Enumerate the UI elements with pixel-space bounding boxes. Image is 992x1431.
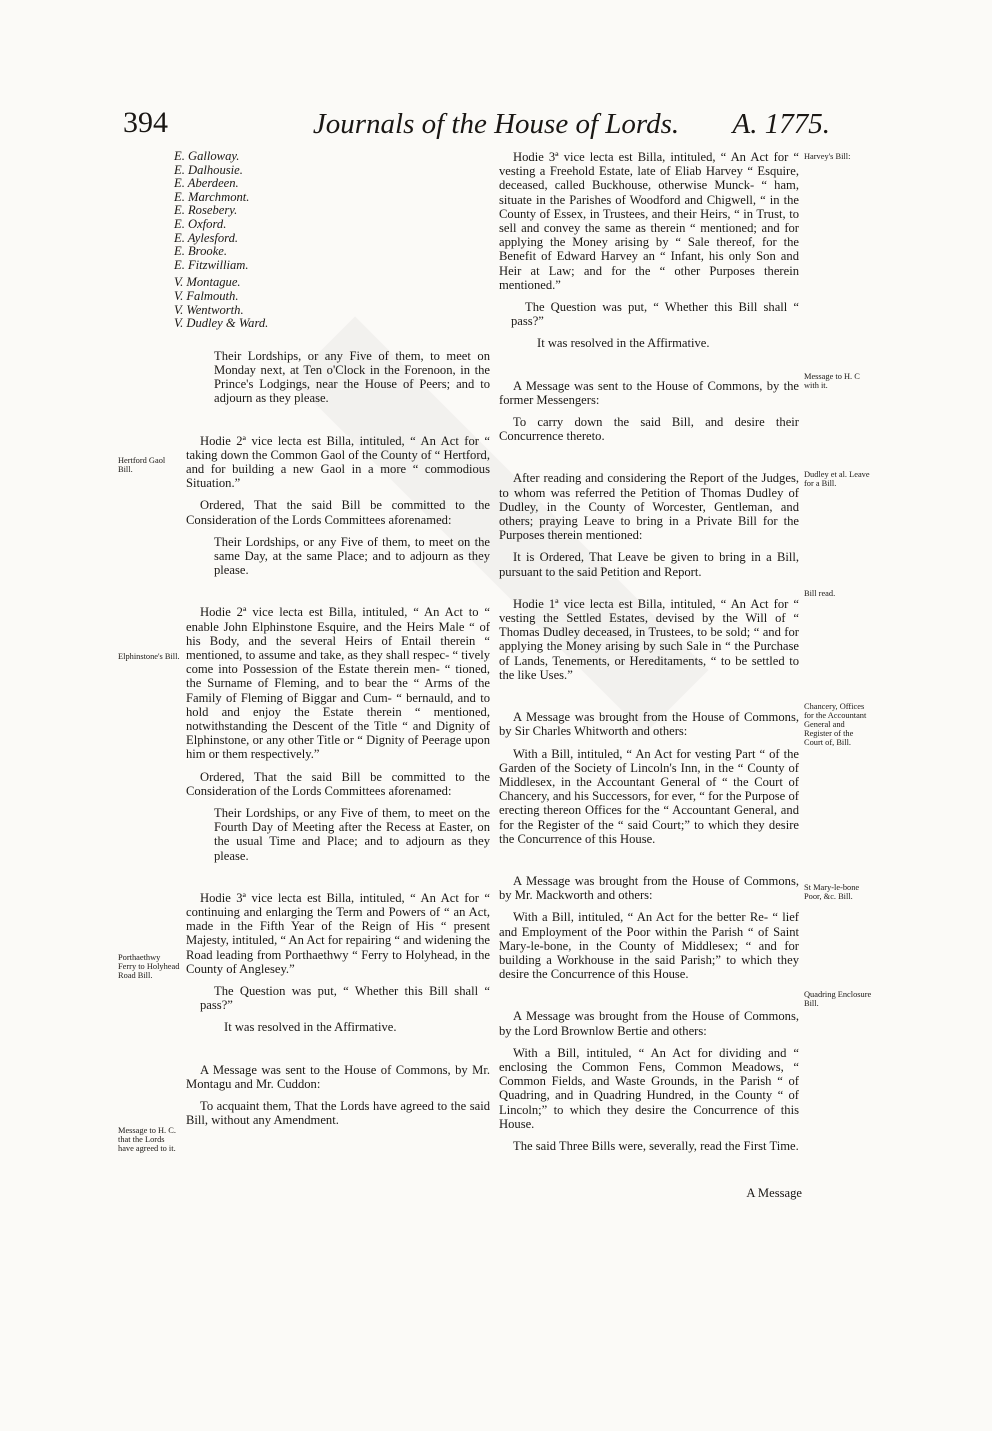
- paragraph: With a Bill, intituled, “ An Act for vesting Part “ of the Garden of the Society of Lincoln's Inn, in the “ County of Middlesex, in the Accountant General of “ the Court of Chancery, and his Successors, for ever, “ for the Purpose of erecting thereon Offices for the “ Accountant General, and for the Register of the “ said Court;” to which they desire the Concurrence of this House.: [499, 746, 799, 846]
- margin-note-harvey: Harvey's Bill:: [804, 152, 851, 161]
- margin-note-hertford: Hertford Gaol Bill.: [118, 456, 166, 474]
- paragraph: It was resolved in the Affirmative.: [224, 1020, 397, 1035]
- paragraph: After reading and considering the Report of the Judges, to whom was referred the Petition of Thomas Dudley of Dudley, in the County of Worcester, Gentleman, and others; praying Leave to bring in a Private Bill for the Purposes therein mentioned:: [499, 471, 799, 543]
- paragraph: Hodie 2ª vice lecta est Billa, intituled, “ An Act to “ enable John Elphinstone Esquire, and the Heirs Male “ of his Body, and the several Heirs of Entail therein “ mentioned, to assume and take, as they shall respec- “ tively come into Possession of the Estate therein men- “ tioned, the Surname of Fleming, and to bear the “ Arms of the Family of Fleming of Biggar and Cum- “ bernauld, and to hold and enjoy the Estate therein “ mentioned, notwithstanding the Descent of the Title “ and Dignity of Elphinstone, or any other Title or “ Dignity of Peerage upon him or them respectively.”: [186, 605, 490, 762]
- paragraph: Hodie 1ª vice lecta est Billa, intituled, “ An Act for “ vesting the Settled Estates, devised by the Will of “ Thomas Dudley deceased, in Trustees, to be sold; “ and for applying the Money arising by such Sale in “ the Purchase of Lands, Tenements, or Hereditaments, “ to be settled to the like Uses.”: [499, 596, 799, 682]
- paragraph: The said Three Bills were, severally, read the First Time.: [513, 1138, 799, 1153]
- paragraph: Their Lordships, or any Five of them, to meet on the Fourth Day of Meeting after the Recess at Easter, on the usual Time and Place; and to adjourn as they please.: [214, 806, 490, 863]
- peer: E. Marchmont.: [174, 189, 250, 204]
- margin-note-marylebone: St Mary-le-bone Poor, &c. Bill.: [804, 883, 860, 901]
- peer: E. Galloway.: [174, 149, 240, 163]
- peer: E. Brooke.: [174, 244, 228, 259]
- paragraph: With a Bill, intituled, “ An Act for dividing and “ enclosing the Common Fens, Common Meadows, “ Common Fields, and Waste Grounds, in the Parish “ of Quadring, and in Quadring Hundred, in the County “ of Lincoln;” to which they desire the Concurrence of this House.: [499, 1045, 799, 1131]
- peer: V. Montague.: [174, 275, 241, 290]
- paragraph: It is Ordered, That Leave be given to bring in a Bill, pursuant to the said Petition and Report.: [499, 550, 799, 579]
- paragraph: A Message was sent to the House of Commons, by Mr. Montagu and Mr. Cuddon:: [186, 1062, 490, 1091]
- paragraph: Their Lordships, or any Five of them, to meet on the same Day, at the same Place; and to adjourn as they please.: [214, 534, 490, 578]
- paragraph: The Question was put, “ Whether this Bill shall “ pass?”: [200, 984, 490, 1013]
- peer: E. Aberdeen.: [174, 176, 239, 191]
- margin-note-porthaethwy: Porthaethwy Ferry to Holyhead Road Bill.: [118, 953, 180, 980]
- margin-note-message-hc: Message to H. C with it.: [804, 372, 860, 390]
- paragraph: Hodie 3ª vice lecta est Billa, intituled, “ An Act for “ continuing and enlarging the Term and Powers of “ an Act, made in the Fifth Year of the Reign of His “ present Majesty, intituled, “ An Act for repairing “ and widening the Road leading from Porthaethwy “ Ferry to Holyhead, in the County of Anglesey.”: [186, 890, 490, 976]
- paragraph: Ordered, That the said Bill be committed to the Consideration of the Lords Committees aforenamed:: [186, 769, 490, 798]
- peer: V. Dudley & Ward.: [174, 316, 269, 331]
- paragraph: It was resolved in the Affirmative.: [537, 336, 710, 351]
- paragraph: To carry down the said Bill, and desire their Concurrence thereto.: [499, 415, 799, 444]
- peer: E. Dalhousie.: [174, 162, 243, 177]
- journal-title: Journals of the House of Lords.: [312, 108, 680, 140]
- peers-list: [174, 150, 490, 331]
- margin-note-quadring: Quadring Enclosure Bill.: [804, 990, 872, 1008]
- margin-note-bill-read: Bill read.: [804, 589, 836, 598]
- peer: E. Rosebery.: [174, 203, 238, 218]
- right-column: [499, 150, 799, 1153]
- paragraph: Hodie 2ª vice lecta est Billa, intituled, “ An Act for “ taking down the Common Gaol of the County of “ Hertford, and for building a new Gaol in a more “ commodious Situation.”: [186, 433, 490, 491]
- paragraph: Hodie 3ª vice lecta est Billa, intituled, “ An Act for “ vesting a Freehold Estate, late of Eliab Harvey “ Esquire, deceased, called Buckhouse, otherwise Munck- “ ham, situate in the Parishes of Woodford and Chigwell, “ in the County of Essex, in Trustees, and their Heirs, “ in Trust, to sell and convey the same as therein “ mentioned; and for applying the Money arising by “ Sale thereof, for the Benefit of Edward Harvey an “ Infant, his only Son and Heir at Law; and for the “ other Purposes therein mentioned.”: [499, 150, 799, 292]
- peer: E. Fitzwilliam.: [174, 257, 249, 272]
- margin-note-message: Message to H. C. that the Lords have agreed to it.: [118, 1126, 176, 1153]
- paragraph: A Message was brought from the House of Commons, by Mr. Mackworth and others:: [499, 873, 799, 903]
- year: A. 1775.: [732, 108, 830, 140]
- page-number: 394: [123, 106, 168, 139]
- margin-note-chancery: Chancery, Offices for the Accountant General and Register of the Court of, Bill.: [804, 702, 867, 747]
- peer: E. Oxford.: [174, 216, 227, 231]
- paragraph: A Message was brought from the House of Commons, by Sir Charles Whitworth and others:: [499, 710, 799, 739]
- paragraph: A Message was sent to the House of Commons, by the former Messengers:: [499, 378, 799, 407]
- peer: V. Wentworth.: [174, 302, 244, 317]
- paragraph: Their Lordships, or any Five of them, to meet on Monday next, at Ten o'Clock in the Forenoon, in the Prince's Lodgings, near the House of Peers; and to adjourn as they please.: [214, 348, 490, 406]
- page-header: [0, 106, 992, 146]
- catchword: A Message: [746, 1186, 802, 1200]
- peer: E. Aylesford.: [174, 230, 239, 245]
- paragraph: A Message was brought from the House of Commons, by the Lord Brownlow Bertie and others:: [499, 1009, 799, 1038]
- margin-note-elphinstone: Elphinstone's Bill.: [118, 652, 180, 661]
- paragraph: The Question was put, “ Whether this Bill shall “ pass?”: [511, 300, 799, 329]
- left-column: [174, 149, 490, 1128]
- paragraph: With a Bill, intituled, “ An Act for the better Re- “ lief and Employment of the Poor within the Parish “ of Saint Mary-le-bone, in the County of Middlesex; “ and for building a Workhouse in the said Parish;” to which they desire the Concurrence of this House.: [499, 910, 799, 982]
- paragraph: To acquaint them, That the Lords have agreed to the said Bill, without any Amendment.: [186, 1099, 490, 1128]
- paragraph: Ordered, That the said Bill be committed to the Consideration of the Lords Committees aforenamed:: [186, 498, 490, 527]
- peer: V. Falmouth.: [174, 288, 239, 303]
- margin-note-dudley: Dudley et al. Leave for a Bill.: [804, 470, 870, 488]
